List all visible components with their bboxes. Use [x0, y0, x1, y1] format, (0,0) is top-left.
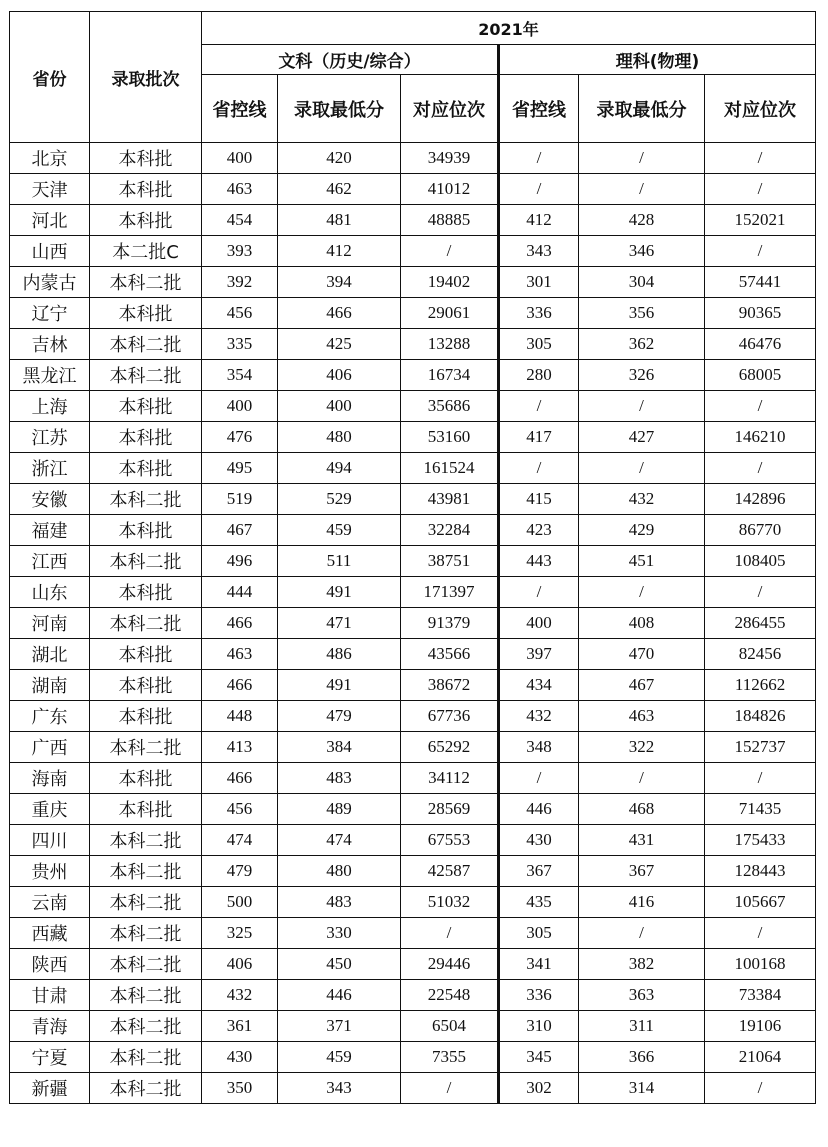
arts-rank-cell: 51032	[401, 887, 499, 918]
arts-control-line-cell: 479	[202, 856, 278, 887]
arts-rank-cell: 6504	[401, 1011, 499, 1042]
arts-min-score-cell: 529	[278, 484, 401, 515]
science-rank-cell: 57441	[705, 267, 816, 298]
arts-rank-cell: 67553	[401, 825, 499, 856]
arts-control-line-cell: 448	[202, 701, 278, 732]
table-row	[10, 949, 816, 980]
science-control-line-cell: 367	[499, 856, 579, 887]
table-row	[10, 267, 816, 298]
batch-cell: 本科二批	[90, 329, 202, 360]
arts-rank-cell: /	[401, 236, 499, 267]
science-min-score-cell: 314	[579, 1073, 705, 1104]
province-cell: 天津	[10, 174, 90, 205]
science-rank-cell: 21064	[705, 1042, 816, 1073]
science-rank-cell: 142896	[705, 484, 816, 515]
batch-cell: 本科批	[90, 298, 202, 329]
province-cell: 黑龙江	[10, 360, 90, 391]
science-control-line-cell: 280	[499, 360, 579, 391]
science-rank-cell: 82456	[705, 639, 816, 670]
arts-min-score-cell: 511	[278, 546, 401, 577]
table-row	[10, 422, 816, 453]
arts-control-line-cell: 495	[202, 453, 278, 484]
arts-control-line-cell: 354	[202, 360, 278, 391]
science-min-score-cell: 356	[579, 298, 705, 329]
batch-cell: 本科批	[90, 670, 202, 701]
arts-rank-cell: /	[401, 918, 499, 949]
table-row	[10, 980, 816, 1011]
table-row	[10, 329, 816, 360]
province-cell: 广西	[10, 732, 90, 763]
arts-min-score-cell: 459	[278, 1042, 401, 1073]
arts-control-line-cell: 430	[202, 1042, 278, 1073]
science-control-line-cell: 423	[499, 515, 579, 546]
arts-rank-cell: 38751	[401, 546, 499, 577]
batch-cell: 本科批	[90, 143, 202, 174]
science-control-line-cell: /	[499, 143, 579, 174]
arts-rank-cell: 34939	[401, 143, 499, 174]
province-cell: 河南	[10, 608, 90, 639]
arts-rank-cell: 29061	[401, 298, 499, 329]
batch-cell: 本科二批	[90, 918, 202, 949]
table-row	[10, 1073, 816, 1104]
science-rank-cell: 152021	[705, 205, 816, 236]
science-rank-cell: 100168	[705, 949, 816, 980]
arts-control-line-cell: 393	[202, 236, 278, 267]
province-cell: 上海	[10, 391, 90, 422]
arts-control-line-cell: 456	[202, 794, 278, 825]
arts-control-line-cell: 392	[202, 267, 278, 298]
science-min-score-cell: 431	[579, 825, 705, 856]
science-control-line-cell: 415	[499, 484, 579, 515]
science-rank-cell: /	[705, 1073, 816, 1104]
arts-rank-header: 对应位次	[401, 75, 499, 143]
arts-rank-cell: 16734	[401, 360, 499, 391]
science-min-score-cell: 362	[579, 329, 705, 360]
arts-rank-cell: 43981	[401, 484, 499, 515]
province-cell: 四川	[10, 825, 90, 856]
science-min-score-header: 录取最低分	[579, 75, 705, 143]
science-control-line-cell: 400	[499, 608, 579, 639]
arts-min-score-cell: 446	[278, 980, 401, 1011]
table-row	[10, 763, 816, 794]
table-row	[10, 515, 816, 546]
arts-control-line-cell: 500	[202, 887, 278, 918]
science-min-score-cell: 322	[579, 732, 705, 763]
arts-min-score-cell: 491	[278, 577, 401, 608]
province-cell: 新疆	[10, 1073, 90, 1104]
batch-cell: 本科二批	[90, 360, 202, 391]
table-row	[10, 1042, 816, 1073]
science-rank-cell: /	[705, 453, 816, 484]
table-row	[10, 546, 816, 577]
arts-min-score-cell: 479	[278, 701, 401, 732]
table-row	[10, 577, 816, 608]
admission-score-sheet	[9, 11, 815, 1104]
arts-min-score-cell: 384	[278, 732, 401, 763]
science-control-line-cell: 336	[499, 980, 579, 1011]
arts-rank-cell: 29446	[401, 949, 499, 980]
science-min-score-cell: 429	[579, 515, 705, 546]
table-header	[10, 12, 816, 143]
arts-rank-cell: 42587	[401, 856, 499, 887]
batch-cell: 本科二批	[90, 856, 202, 887]
science-rank-cell: 128443	[705, 856, 816, 887]
province-cell: 湖北	[10, 639, 90, 670]
arts-rank-cell: 19402	[401, 267, 499, 298]
science-rank-cell: /	[705, 143, 816, 174]
science-control-line-cell: 305	[499, 329, 579, 360]
arts-control-line-cell: 467	[202, 515, 278, 546]
arts-control-line-cell: 466	[202, 670, 278, 701]
year-header: 2021年	[202, 12, 816, 45]
science-min-score-cell: 451	[579, 546, 705, 577]
science-control-line-cell: 412	[499, 205, 579, 236]
science-min-score-cell: 428	[579, 205, 705, 236]
province-cell: 辽宁	[10, 298, 90, 329]
science-control-line-cell: 343	[499, 236, 579, 267]
science-control-line-cell: /	[499, 453, 579, 484]
science-min-score-cell: 382	[579, 949, 705, 980]
province-cell: 贵州	[10, 856, 90, 887]
province-cell: 陕西	[10, 949, 90, 980]
arts-control-line-cell: 454	[202, 205, 278, 236]
science-min-score-cell: 467	[579, 670, 705, 701]
science-control-line-cell: /	[499, 763, 579, 794]
table-row	[10, 391, 816, 422]
science-rank-cell: 108405	[705, 546, 816, 577]
province-cell: 宁夏	[10, 1042, 90, 1073]
table-row	[10, 1011, 816, 1042]
province-cell: 山西	[10, 236, 90, 267]
science-min-score-cell: 463	[579, 701, 705, 732]
arts-min-score-cell: 394	[278, 267, 401, 298]
arts-min-score-cell: 406	[278, 360, 401, 391]
science-control-line-cell: 417	[499, 422, 579, 453]
arts-rank-cell: 48885	[401, 205, 499, 236]
arts-control-line-cell: 400	[202, 143, 278, 174]
province-cell: 安徽	[10, 484, 90, 515]
arts-rank-cell: 43566	[401, 639, 499, 670]
arts-rank-cell: 161524	[401, 453, 499, 484]
science-rank-cell: 68005	[705, 360, 816, 391]
arts-control-line-cell: 335	[202, 329, 278, 360]
science-control-line-cell: 345	[499, 1042, 579, 1073]
arts-min-score-cell: 486	[278, 639, 401, 670]
arts-min-score-cell: 450	[278, 949, 401, 980]
science-min-score-cell: 367	[579, 856, 705, 887]
arts-min-score-cell: 491	[278, 670, 401, 701]
province-cell: 吉林	[10, 329, 90, 360]
batch-cell: 本科批	[90, 701, 202, 732]
science-min-score-cell: 408	[579, 608, 705, 639]
table-row	[10, 236, 816, 267]
science-control-line-cell: 301	[499, 267, 579, 298]
science-min-score-cell: /	[579, 763, 705, 794]
batch-cell: 本科批	[90, 453, 202, 484]
science-group-header: 理科(物理)	[499, 45, 816, 75]
arts-min-score-header: 录取最低分	[278, 75, 401, 143]
science-min-score-cell: /	[579, 174, 705, 205]
batch-cell: 本科二批	[90, 887, 202, 918]
science-min-score-cell: 326	[579, 360, 705, 391]
science-min-score-cell: 311	[579, 1011, 705, 1042]
science-min-score-cell: 304	[579, 267, 705, 298]
arts-min-score-cell: 494	[278, 453, 401, 484]
table-row	[10, 484, 816, 515]
science-rank-cell: 90365	[705, 298, 816, 329]
arts-rank-cell: 53160	[401, 422, 499, 453]
batch-cell: 本科批	[90, 205, 202, 236]
arts-min-score-cell: 371	[278, 1011, 401, 1042]
science-rank-cell: /	[705, 918, 816, 949]
arts-min-score-cell: 412	[278, 236, 401, 267]
arts-control-line-cell: 456	[202, 298, 278, 329]
arts-min-score-cell: 420	[278, 143, 401, 174]
admission-score-table	[9, 11, 816, 1104]
table-row	[10, 856, 816, 887]
arts-rank-cell: 35686	[401, 391, 499, 422]
province-cell: 云南	[10, 887, 90, 918]
province-cell: 河北	[10, 205, 90, 236]
arts-rank-cell: 41012	[401, 174, 499, 205]
science-rank-cell: /	[705, 391, 816, 422]
table-row	[10, 174, 816, 205]
arts-min-score-cell: 343	[278, 1073, 401, 1104]
batch-cell: 本科批	[90, 515, 202, 546]
science-min-score-cell: /	[579, 918, 705, 949]
science-control-line-cell: 397	[499, 639, 579, 670]
arts-min-score-cell: 480	[278, 422, 401, 453]
batch-cell: 本科二批	[90, 949, 202, 980]
batch-cell: 本科二批	[90, 732, 202, 763]
science-min-score-cell: 366	[579, 1042, 705, 1073]
science-rank-cell: 184826	[705, 701, 816, 732]
table-row	[10, 608, 816, 639]
science-control-line-cell: 430	[499, 825, 579, 856]
table-row	[10, 298, 816, 329]
arts-min-score-cell: 400	[278, 391, 401, 422]
arts-control-line-cell: 444	[202, 577, 278, 608]
arts-control-line-cell: 361	[202, 1011, 278, 1042]
batch-cell: 本科批	[90, 794, 202, 825]
table-row	[10, 887, 816, 918]
table-row	[10, 360, 816, 391]
arts-min-score-cell: 330	[278, 918, 401, 949]
science-control-line-cell: 336	[499, 298, 579, 329]
table-row	[10, 205, 816, 236]
table-row	[10, 794, 816, 825]
science-rank-cell: /	[705, 236, 816, 267]
batch-cell: 本科批	[90, 577, 202, 608]
arts-rank-cell: 32284	[401, 515, 499, 546]
arts-control-line-cell: 519	[202, 484, 278, 515]
science-rank-cell: /	[705, 577, 816, 608]
science-control-line-header: 省控线	[499, 75, 579, 143]
science-rank-header: 对应位次	[705, 75, 816, 143]
batch-header: 录取批次	[90, 12, 202, 143]
table-row	[10, 453, 816, 484]
province-cell: 江苏	[10, 422, 90, 453]
science-min-score-cell: 416	[579, 887, 705, 918]
science-control-line-cell: /	[499, 174, 579, 205]
batch-cell: 本科二批	[90, 267, 202, 298]
province-cell: 福建	[10, 515, 90, 546]
science-control-line-cell: 341	[499, 949, 579, 980]
science-control-line-cell: 446	[499, 794, 579, 825]
science-min-score-cell: /	[579, 143, 705, 174]
arts-rank-cell: 22548	[401, 980, 499, 1011]
province-header: 省份	[10, 12, 90, 143]
arts-rank-cell: 65292	[401, 732, 499, 763]
science-rank-cell: 46476	[705, 329, 816, 360]
science-rank-cell: 175433	[705, 825, 816, 856]
science-control-line-cell: 348	[499, 732, 579, 763]
science-rank-cell: 286455	[705, 608, 816, 639]
science-control-line-cell: 302	[499, 1073, 579, 1104]
table-row	[10, 732, 816, 763]
arts-rank-cell: /	[401, 1073, 499, 1104]
science-control-line-cell: 434	[499, 670, 579, 701]
province-cell: 内蒙古	[10, 267, 90, 298]
province-cell: 广东	[10, 701, 90, 732]
arts-control-line-cell: 463	[202, 639, 278, 670]
arts-group-header: 文科（历史/综合）	[202, 45, 499, 75]
science-min-score-cell: 468	[579, 794, 705, 825]
table-row	[10, 143, 816, 174]
province-cell: 重庆	[10, 794, 90, 825]
science-control-line-cell: /	[499, 391, 579, 422]
table-row	[10, 670, 816, 701]
batch-cell: 本科二批	[90, 1042, 202, 1073]
arts-min-score-cell: 471	[278, 608, 401, 639]
science-min-score-cell: /	[579, 391, 705, 422]
arts-rank-cell: 7355	[401, 1042, 499, 1073]
science-min-score-cell: /	[579, 577, 705, 608]
science-control-line-cell: 432	[499, 701, 579, 732]
arts-min-score-cell: 466	[278, 298, 401, 329]
arts-rank-cell: 171397	[401, 577, 499, 608]
science-rank-cell: 86770	[705, 515, 816, 546]
science-rank-cell: 73384	[705, 980, 816, 1011]
batch-cell: 本科二批	[90, 546, 202, 577]
table-row	[10, 918, 816, 949]
arts-control-line-header: 省控线	[202, 75, 278, 143]
province-cell: 山东	[10, 577, 90, 608]
arts-rank-cell: 38672	[401, 670, 499, 701]
science-rank-cell: /	[705, 763, 816, 794]
batch-cell: 本二批C	[90, 236, 202, 267]
arts-control-line-cell: 476	[202, 422, 278, 453]
arts-min-score-cell: 483	[278, 763, 401, 794]
science-control-line-cell: 435	[499, 887, 579, 918]
arts-min-score-cell: 462	[278, 174, 401, 205]
science-min-score-cell: 346	[579, 236, 705, 267]
arts-min-score-cell: 489	[278, 794, 401, 825]
province-cell: 江西	[10, 546, 90, 577]
province-cell: 北京	[10, 143, 90, 174]
arts-control-line-cell: 466	[202, 608, 278, 639]
arts-control-line-cell: 496	[202, 546, 278, 577]
arts-control-line-cell: 463	[202, 174, 278, 205]
arts-control-line-cell: 350	[202, 1073, 278, 1104]
arts-control-line-cell: 474	[202, 825, 278, 856]
science-rank-cell: 19106	[705, 1011, 816, 1042]
arts-min-score-cell: 483	[278, 887, 401, 918]
batch-cell: 本科批	[90, 174, 202, 205]
batch-cell: 本科批	[90, 763, 202, 794]
batch-cell: 本科二批	[90, 980, 202, 1011]
science-control-line-cell: /	[499, 577, 579, 608]
batch-cell: 本科批	[90, 422, 202, 453]
table-row	[10, 825, 816, 856]
science-min-score-cell: 427	[579, 422, 705, 453]
table-row	[10, 639, 816, 670]
arts-min-score-cell: 474	[278, 825, 401, 856]
table-body	[10, 143, 816, 1104]
province-cell: 浙江	[10, 453, 90, 484]
province-cell: 西藏	[10, 918, 90, 949]
arts-min-score-cell: 480	[278, 856, 401, 887]
arts-rank-cell: 67736	[401, 701, 499, 732]
batch-cell: 本科批	[90, 639, 202, 670]
arts-rank-cell: 28569	[401, 794, 499, 825]
arts-rank-cell: 91379	[401, 608, 499, 639]
arts-control-line-cell: 325	[202, 918, 278, 949]
arts-control-line-cell: 400	[202, 391, 278, 422]
arts-control-line-cell: 406	[202, 949, 278, 980]
arts-control-line-cell: 413	[202, 732, 278, 763]
science-control-line-cell: 305	[499, 918, 579, 949]
batch-cell: 本科二批	[90, 1073, 202, 1104]
science-rank-cell: 105667	[705, 887, 816, 918]
arts-min-score-cell: 425	[278, 329, 401, 360]
province-cell: 湖南	[10, 670, 90, 701]
science-rank-cell: /	[705, 174, 816, 205]
arts-min-score-cell: 459	[278, 515, 401, 546]
batch-cell: 本科二批	[90, 608, 202, 639]
arts-rank-cell: 13288	[401, 329, 499, 360]
arts-control-line-cell: 466	[202, 763, 278, 794]
arts-rank-cell: 34112	[401, 763, 499, 794]
science-min-score-cell: 363	[579, 980, 705, 1011]
science-rank-cell: 112662	[705, 670, 816, 701]
science-min-score-cell: /	[579, 453, 705, 484]
batch-cell: 本科批	[90, 391, 202, 422]
arts-min-score-cell: 481	[278, 205, 401, 236]
province-cell: 海南	[10, 763, 90, 794]
science-rank-cell: 146210	[705, 422, 816, 453]
batch-cell: 本科二批	[90, 1011, 202, 1042]
science-rank-cell: 71435	[705, 794, 816, 825]
science-control-line-cell: 443	[499, 546, 579, 577]
batch-cell: 本科二批	[90, 484, 202, 515]
science-rank-cell: 152737	[705, 732, 816, 763]
science-min-score-cell: 432	[579, 484, 705, 515]
batch-cell: 本科二批	[90, 825, 202, 856]
province-cell: 青海	[10, 1011, 90, 1042]
table-row	[10, 701, 816, 732]
science-min-score-cell: 470	[579, 639, 705, 670]
province-cell: 甘肃	[10, 980, 90, 1011]
arts-control-line-cell: 432	[202, 980, 278, 1011]
science-control-line-cell: 310	[499, 1011, 579, 1042]
